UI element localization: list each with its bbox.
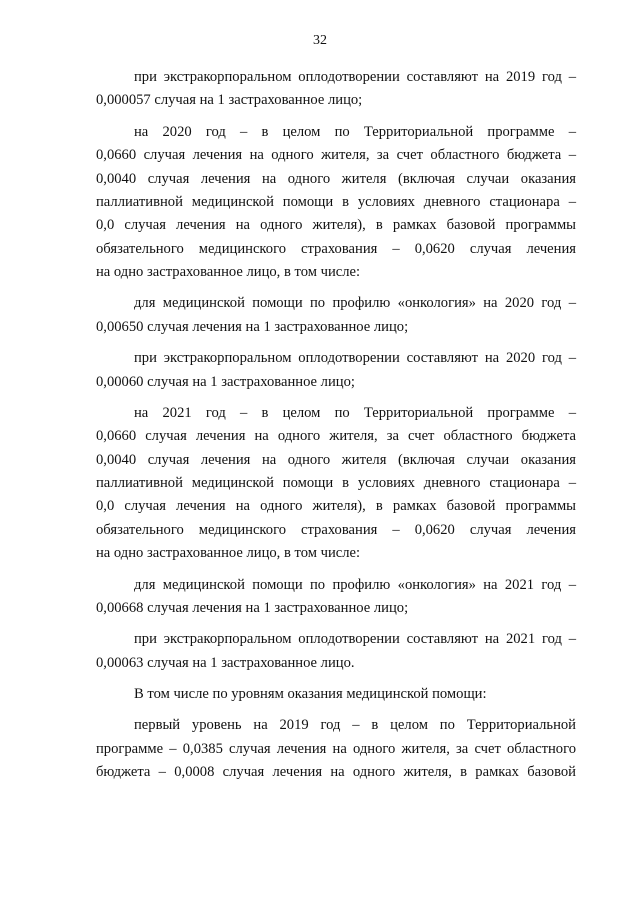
paragraph-line: паллиативной медицинской помощи в условиях дневного стационара – xyxy=(96,475,576,492)
paragraph-line: 0,0660 случая лечения на одного жителя, за счет областного бюджета – xyxy=(96,147,576,164)
paragraph-line: при экстракорпоральном оплодотворении составляют на 2020 год – xyxy=(134,350,576,367)
paragraph-line: обязательного медицинского страхования – 0,0620 случая лечения xyxy=(96,521,576,538)
paragraph-line: 0,0040 случая лечения на одного жителя (включая случаи оказания xyxy=(96,451,576,468)
paragraph xyxy=(96,574,576,621)
document-body xyxy=(96,66,576,785)
paragraph-line: 0,00063 случая на 1 застрахованное лицо. xyxy=(96,654,355,671)
paragraph-line: обязательного медицинского страхования – 0,0620 случая лечения xyxy=(96,240,576,257)
paragraph-line: первый уровень на 2019 год – в целом по Территориальной xyxy=(134,717,576,734)
paragraph xyxy=(96,402,576,566)
paragraph xyxy=(96,347,576,394)
paragraph-line: на 2021 год – в целом по Территориальной программе – xyxy=(134,404,576,421)
paragraph-line: 0,00668 случая лечения на 1 застрахованное лицо; xyxy=(96,599,409,616)
paragraph-line: 0,0 случая лечения на одного жителя), в рамках базовой программы xyxy=(96,498,576,515)
paragraph-line: 0,0040 случая лечения на одного жителя (включая случаи оказания xyxy=(96,170,576,187)
paragraph xyxy=(96,66,576,113)
page-number: 32 xyxy=(313,33,327,48)
paragraph-line: при экстракорпоральном оплодотворении составляют на 2019 год – xyxy=(134,69,576,85)
paragraph-line: 0,000057 случая на 1 застрахованное лицо; xyxy=(96,92,363,109)
paragraph xyxy=(96,628,576,675)
paragraph-line: 0,0 случая лечения на одного жителя), в рамках базовой программы xyxy=(96,217,576,234)
paragraph-line: для медицинской помощи по профилю «онкология» на 2020 год – xyxy=(134,295,576,312)
paragraph-line: программе – 0,0385 случая лечения на одного жителя, за счет областного xyxy=(96,740,576,757)
paragraph xyxy=(96,121,576,285)
paragraph-line: на одно застрахованное лицо, в том числе: xyxy=(96,545,361,562)
paragraph-line: бюджета – 0,0008 случая лечения на одного жителя, в рамках базовой xyxy=(96,764,576,781)
paragraph-line: на 2020 год – в целом по Территориальной программе – xyxy=(134,123,576,140)
paragraph-line: паллиативной медицинской помощи в условиях дневного стационара – xyxy=(96,193,576,210)
paragraph-line: 0,00650 случая лечения на 1 застрахованное лицо; xyxy=(96,318,409,335)
paragraph xyxy=(96,714,576,784)
paragraph-line: для медицинской помощи по профилю «онкология» на 2021 год – xyxy=(134,576,576,593)
paragraph xyxy=(96,683,576,706)
paragraph-line: 0,00060 случая на 1 застрахованное лицо; xyxy=(96,373,355,390)
paragraph-line: на одно застрахованное лицо, в том числе: xyxy=(96,264,361,281)
paragraph-line: при экстракорпоральном оплодотворении составляют на 2021 год – xyxy=(134,631,576,648)
paragraph-line: 0,0660 случая лечения на одного жителя, за счет областного бюджета xyxy=(96,428,576,445)
paragraph-line: В том числе по уровням оказания медицинской помощи: xyxy=(134,685,487,702)
paragraph xyxy=(96,292,576,339)
